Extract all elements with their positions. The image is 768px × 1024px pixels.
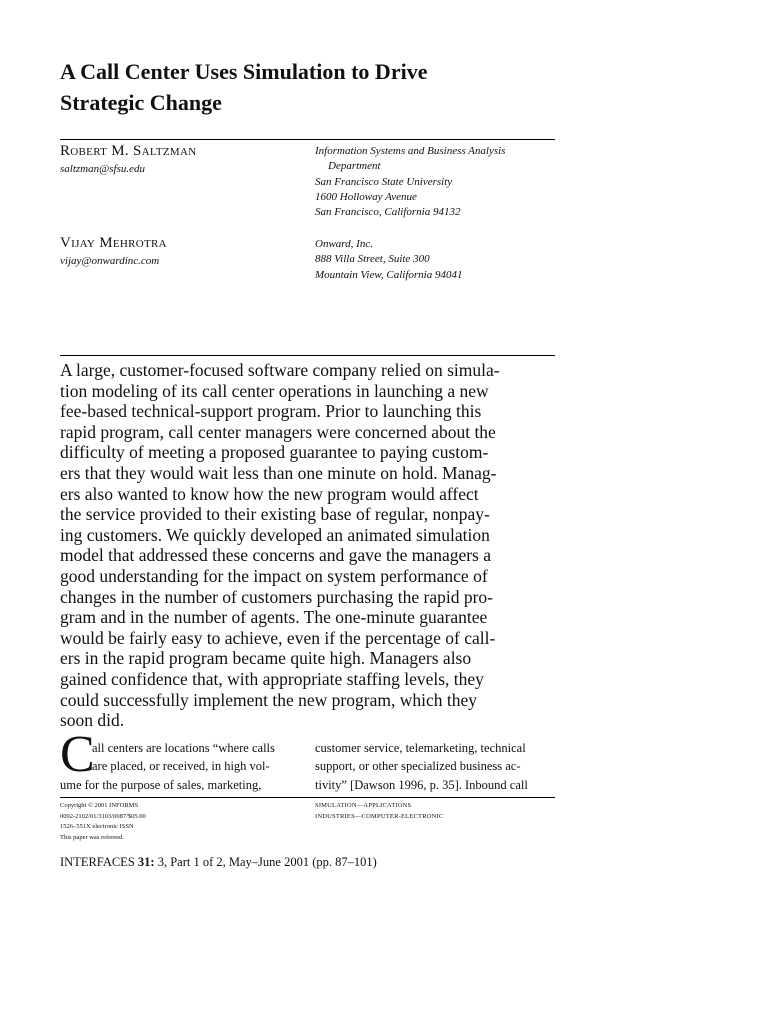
author-1-affiliation: [315, 144, 560, 220]
title-line: A Call Center Uses Simulation to Drive: [60, 59, 428, 84]
body-line: ume for the purpose of sales, marketing,: [60, 777, 262, 792]
footer-line: Copyright © 2001 INFORMS: [60, 802, 139, 809]
affiliation-line: San Francisco, California 94132: [315, 206, 461, 219]
journal-name: INTERFACES: [60, 855, 135, 869]
abstract-line: would be fairly easy to achieve, even if the percentage of call-: [60, 627, 496, 648]
affiliation-line: Information Systems and Business Analysis: [315, 145, 506, 157]
footer-rule: [60, 797, 555, 798]
abstract-line: ers in the rapid program became quite high. Managers also: [60, 648, 472, 669]
affiliation-line: San Francisco State University: [315, 175, 453, 188]
footer-line: This paper was refereed.: [60, 833, 124, 841]
abstract-line: A large, customer-focused software company relied on simula-: [60, 360, 500, 380]
body-line: customer service, telemarketing, technical: [315, 741, 526, 755]
affiliation-line: 888 Villa Street, Suite 300: [315, 253, 430, 266]
affiliation-line: Department: [328, 160, 381, 173]
author-name: Vijay Mehrotra: [60, 235, 167, 251]
abstract-line: gained confidence that, with appropriate staffing levels, they: [60, 668, 484, 689]
abstract-line: difficulty of meeting a proposed guarantee to paying custom-: [60, 442, 489, 463]
drop-cap: C: [60, 726, 95, 783]
abstract-line: model that addressed these concerns and gave the managers a: [60, 545, 492, 566]
footer-line: SIMULATION—APPLICATIONS: [315, 802, 412, 809]
abstract-line: changes in the number of customers purchasing the rapid pro-: [60, 586, 493, 607]
abstract-line: rapid program, call center managers were concerned about the: [60, 421, 496, 442]
author-email[interactable]: vijay@onwardinc.com: [60, 255, 160, 267]
abstract-line: fee-based technical-support program. Prior to launching this: [60, 401, 482, 422]
abstract-top-rule: [60, 355, 555, 356]
author-2: [60, 234, 300, 269]
author-block-top-rule: [60, 139, 555, 140]
body-line: support, or other specialized business ac-: [315, 759, 521, 774]
body-line: tivity” [Dawson 1996, p. 35]. Inbound call: [315, 777, 528, 792]
journal-details: 3, Part 1 of 2, May–June 2001 (pp. 87–101): [157, 855, 377, 869]
body-line: all centers are locations “where calls: [92, 741, 275, 755]
abstract-line: tion modeling of its call center operations in launching a new: [60, 380, 489, 401]
abstract-line: good understanding for the impact on system performance of: [60, 565, 488, 586]
affiliation-line: 1600 Holloway Avenue: [315, 190, 417, 203]
abstract-line: the service provided to their existing base of regular, nonpay-: [60, 504, 490, 525]
title-line: Strategic Change: [60, 90, 222, 115]
body-column-left: [60, 739, 300, 794]
article-title: [60, 56, 560, 118]
author-email[interactable]: saltzman@sfsu.edu: [60, 163, 145, 175]
abstract-line: could successfully implement the new program, which they: [60, 689, 477, 710]
abstract-line: ers also wanted to know how the new program would affect: [60, 483, 479, 504]
body-line: are placed, or received, in high vol-: [92, 759, 270, 774]
affiliation-line: Onward, Inc.: [315, 238, 373, 250]
abstract-line: ing customers. We quickly developed an animated simulation: [60, 524, 490, 545]
affiliation-line: Mountain View, California 94041: [315, 268, 463, 281]
footer-line: 0092-2102/01/3103/0087/$05.00: [60, 812, 146, 820]
abstract-line: gram and in the number of agents. The one-minute guarantee: [60, 607, 488, 628]
journal-citation: [60, 855, 377, 870]
author-name: Robert M. Saltzman: [60, 143, 197, 159]
footer-copyright: [60, 801, 146, 843]
author-1: [60, 142, 300, 177]
journal-volume: 31:: [137, 855, 155, 869]
author-2-affiliation: [315, 237, 560, 283]
abstract: [60, 360, 555, 731]
footer-keywords: [315, 801, 443, 822]
footer-line: 1526–551X electronic ISSN: [60, 823, 134, 830]
abstract-line: soon did.: [60, 710, 125, 731]
abstract-line: ers that they would wait less than one minute on hold. Manag-: [60, 462, 497, 483]
footer-line: INDUSTRIES—COMPUTER-ELECTRONIC: [315, 812, 444, 820]
body-column-right: [315, 739, 555, 794]
